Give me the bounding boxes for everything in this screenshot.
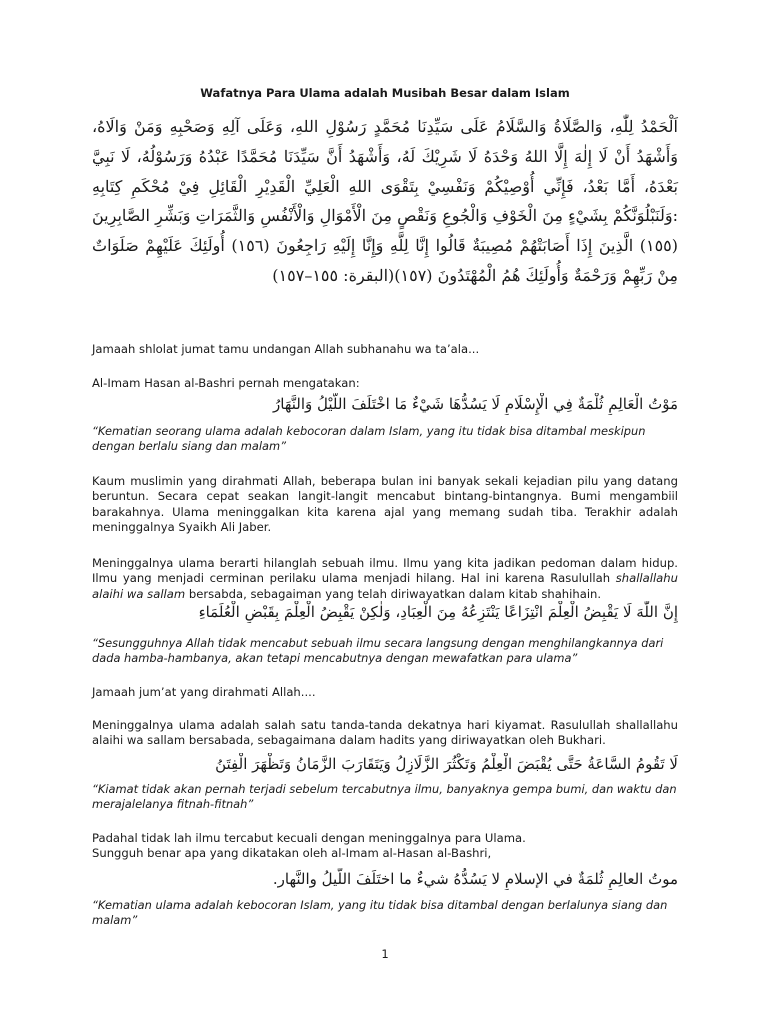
paragraph-hasan-intro: Al-Imam Hasan al-Bashri pernah mengatakan:: [92, 376, 360, 390]
translation-quote-4: “Kematian ulama adalah kebocoran Islam, yang itu tidak bisa ditambal dengan berlalunya siang dan malam”: [92, 898, 668, 928]
arabic-quote-hasan-2: موتُ العالِمِ ثُلمَةٌ في الإسلامِ لا يَسُدُّهُ شيءٌ ما اختَلَفَ اللَّيلُ والنَّهار.: [272, 870, 678, 888]
paragraph-ilmu-tercabut-line-1: Padahal tidak lah ilmu tercabut kecuali dengan meninggalnya para Ulama.: [92, 831, 526, 845]
opening-arabic-khutbah: اَلْحَمْدُ لِلّٰهِ، وَالصَّلَاةُ وَالسَّلَامُ عَلَى سَيِّدِنَا مُحَمَّدٍ رَسُوْلِ اللهِ، وَعَلَى آلِهِ وَصَحْبِهِ وَمَنْ وَالَاهُ، وَأَشْهَدُ أَنْ لَا إِلٰهَ إِلَّا اللهُ وَحْدَهُ لَا شَرِيْكَ لَهُ، وَأَشْهَدُ أَنَّ سَيِّدَنَا مُحَمَّدًا عَبْدُهُ وَرَسُوْلُهُ، لَا نَبِيَّ بَعْدَهُ، أَمَّا بَعْدُ، فَإِنِّي أُوْصِيْكُمْ وَنَفْسِيْ بِتَقْوَى اللهِ الْعَلِيِّ الْقَدِيْرِ الْقَائِلِ فِيْ مُحْكَمِ كِتَابِهِ :وَلَنَبْلُوَنَّكُمْ بِشَيْءٍ مِنَ الْخَوْفِ وَالْجُوعِ وَنَقْصٍ مِنَ الْأَمْوَالِ وَالْأَنْفُسِ وَالثَّمَرَاتِ وَبَشِّرِ الصَّابِرِينَ (١٥٥) الَّذِينَ إِذَا أَصَابَتْهُمْ مُصِيبَةٌ قَالُوا إِنَّا لِلَّهِ وَإِنَّا إِلَيْهِ رَاجِعُونَ (١٥٦) أُولَئِكَ عَلَيْهِمْ صَلَوَاتٌ مِنْ رَبِّهِمْ وَرَحْمَةٌ وَأُولَئِكَ هُمُ الْمُهْتَدُونَ (١٥٧)(البقرة: ١٥٥–١٥٧): [92, 117, 679, 285]
paragraph-ilmu-tercabut: [92, 831, 678, 862]
paragraph-kaum-muslimin: Kaum muslimin yang dirahmati Allah, beberapa bulan ini banyak sekali kejadian pilu yang datang beruntun. Secara cepat seakan langit-langit mencabut bintang-bintangnya. Bumi mengambiil barakahnya. Ulama meninggalkan kita karena ajal yang memang sudah tiba. Terakhir adalah meninggalnya Syaikh Ali Jaber.: [92, 474, 678, 535]
paragraph-ilmu-hilang-italic: shallallahu alaihi wa sallam: [92, 571, 678, 601]
translation-quote-2: “Sesungguhnya Allah tidak mencabut sebuah ilmu secara langsung dengan menghilangkannya dari dada hamba-hambanya, akan tetapi mencabutnya dengan mewafatkan para ulama”: [92, 636, 664, 666]
arabic-hadith-kiamat: لَا تَقُومُ السَّاعَةُ حَتَّى يُقْبَضَ الْعِلْمُ وَتَكْثُرَ الزَّلَازِلُ وَيَتَقَارَبَ الزَّمَانُ وَتَظْهَرَ الْفِتَنُ: [215, 755, 678, 773]
paragraph-ilmu-hilang-text-b: bersabda, sebagaiman yang telah diriwayatkan dalam kitab shahihain.: [185, 586, 602, 601]
translation-quote-1: “Kematian seorang ulama adalah kebocoran dalam Islam, yang itu tidak bisa ditambal meskipun dengan berlalu siang dan malam”: [92, 424, 646, 454]
arabic-hadith-ilmu: إِنَّ اللّٰهَ لَا يَقْبِضُ الْعِلْمَ انْتِزَاعًا يَنْتَزِعُهُ مِنَ الْعِبَادِ، وَلٰكِنْ يَقْبِضُ الْعِلْمَ بِقَبْضِ الْعُلَمَاءِ: [198, 603, 678, 621]
paragraph-ilmu-hilang-text-a: Meninggalnya ulama berarti hilanglah sebuah ilmu. Ilmu yang kita jadikan pedoman dalam hidup. Ilmu yang menjadi cerminan perilaku ulama menjadi hilang. Hal ini karena Rasulullah: [92, 556, 678, 586]
paragraph-ilmu-tercabut-line-2: Sungguh benar apa yang dikatakan oleh al-Imam al-Hasan al-Bashri,: [92, 846, 492, 861]
paragraph-jamaah-jumat: Jamaah jum’at yang dirahmati Allah....: [92, 685, 316, 699]
document-title: Wafatnya Para Ulama adalah Musibah Besar dalam Islam: [200, 86, 570, 100]
paragraph-tanda-kiamat: Meninggalnya ulama adalah salah satu tanda-tanda dekatnya hari kiyamat. Rasulullah shallallahu alaihi wa sallam bersabada, sebagaimana dalam hadits yang diriwayatkan oleh Bukhari.: [92, 718, 678, 748]
paragraph-ilmu-hilang: [92, 556, 678, 602]
document-page: [92, 0, 678, 1024]
paragraph-greeting: Jamaah shlolat jumat tamu undangan Allah subhanahu wa ta’ala...: [92, 342, 480, 356]
translation-quote-3: “Kiamat tidak akan pernah terjadi sebelum tercabutnya ilmu, banyaknya gempa bumi, dan waktu dan merajalelanya fitnah-fitnah”: [92, 782, 677, 812]
arabic-quote-hasan-1: مَوْتُ الْعَالِمِ ثُلْمَةٌ فِي الْإِسْلَامِ لَا يَسُدُّهَا شَيْءٌ مَا اخْتَلَفَ اللَّيْلُ وَالنَّهَارُ: [273, 395, 678, 413]
page-number: 1: [381, 947, 389, 961]
